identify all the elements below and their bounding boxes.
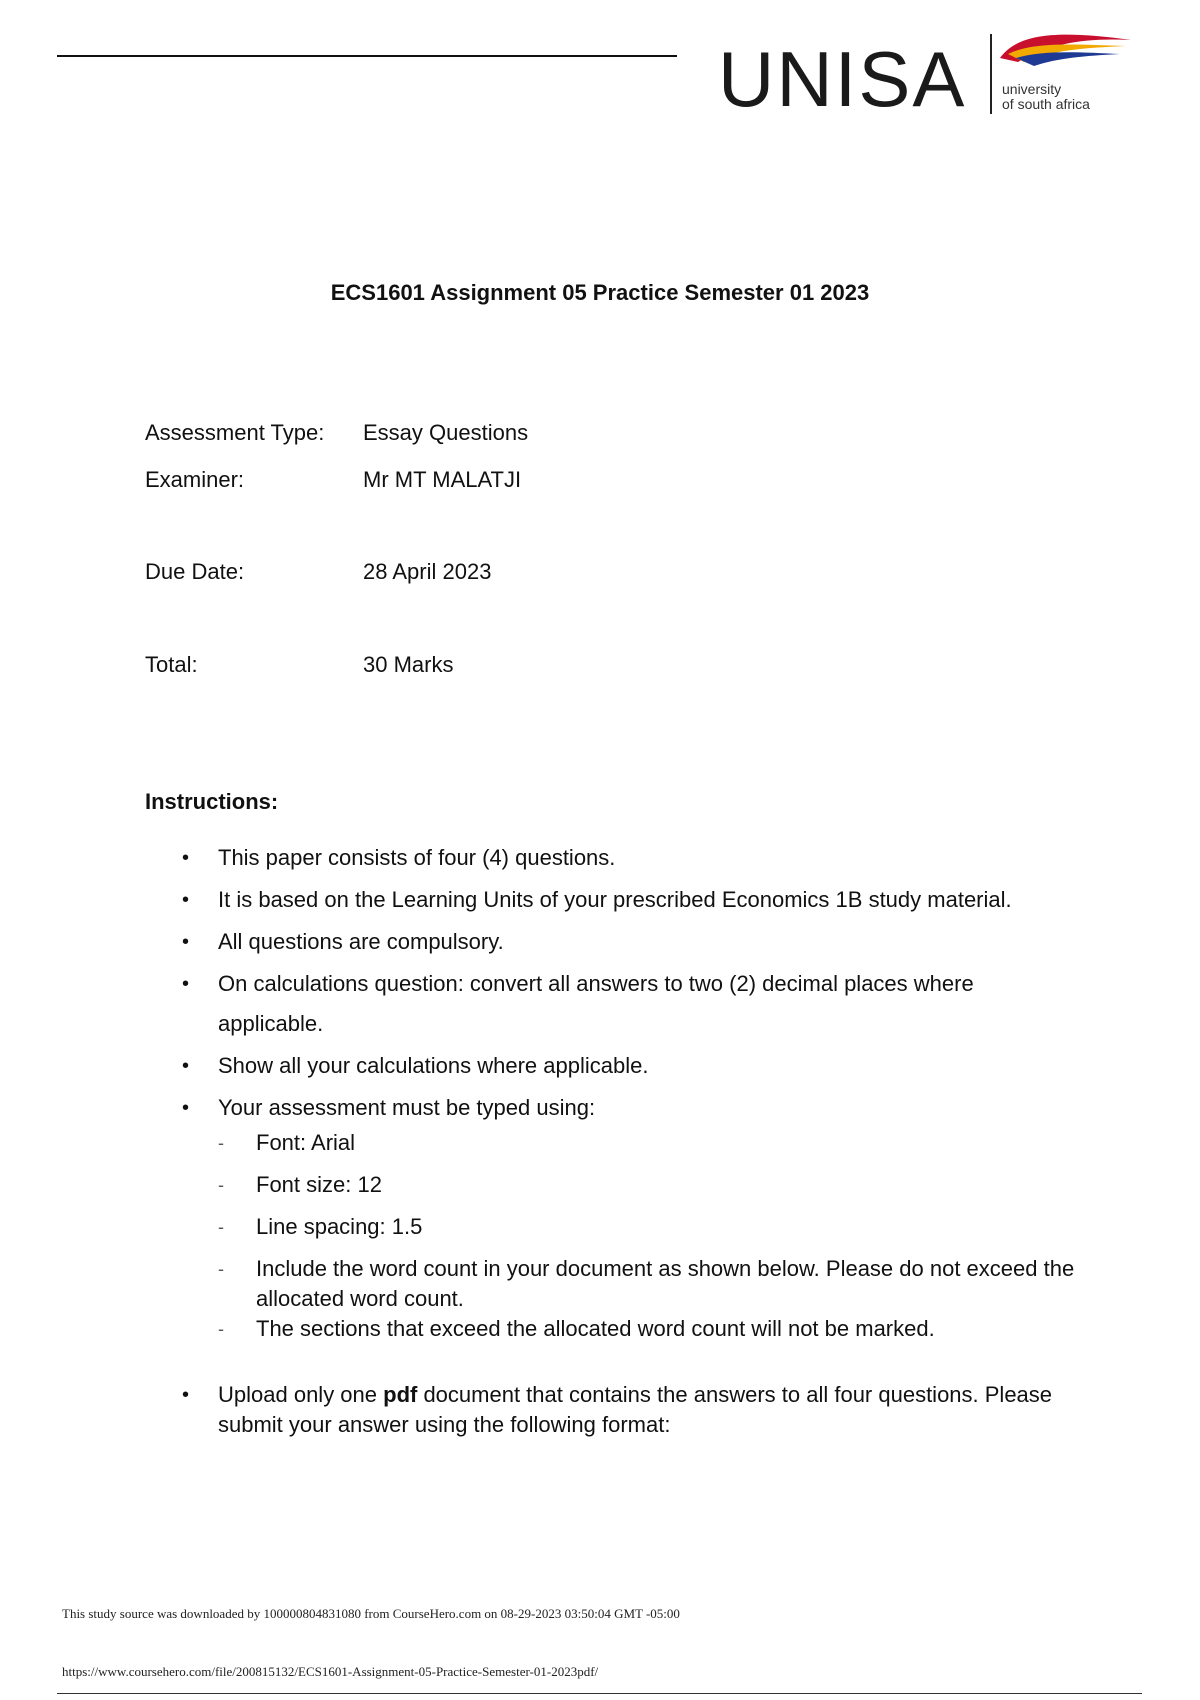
- logo-tagline-line2: of south africa: [1002, 96, 1090, 112]
- due-date-value: 28 April 2023: [363, 559, 492, 584]
- instruction-item-typing: [178, 1088, 1078, 1344]
- instruction-item: • On calculations question: convert all answers to two (2) decimal places where applicable.: [178, 964, 1078, 1044]
- source-url: https://www.coursehero.com/file/200815132/ECS1601-Assignment-05-Practice-Semester-01-2023pdf/: [62, 1664, 599, 1679]
- upload-text-after: document that contains the answers to all four questions. Please submit your answer using the following format:: [218, 1382, 1053, 1437]
- logo-tagline-line1: university: [1002, 81, 1062, 97]
- instructions-heading: Instructions:: [145, 789, 279, 814]
- unisa-logo: [718, 28, 1133, 124]
- header-rule: [57, 55, 677, 57]
- logo-swoosh-icon: [998, 28, 1133, 73]
- logo-divider: [990, 34, 992, 114]
- total-value: 30 Marks: [363, 652, 454, 677]
- instruction-item: • All questions are compulsory.: [178, 922, 1078, 962]
- typing-requirements-list: [218, 1128, 1078, 1344]
- typing-requirement: - Font size: 12: [218, 1170, 1078, 1200]
- instruction-item: • It is based on the Learning Units of your prescribed Economics 1B study material.: [178, 880, 1078, 920]
- download-note: This study source was downloaded by 100000804831080 from CourseHero.com on 08-29-2023 03:50:04 GMT -05:00: [62, 1606, 680, 1621]
- instruction-item: • Show all your calculations where applicable.: [178, 1046, 1078, 1086]
- typing-requirement: - Line spacing: 1.5: [218, 1212, 1078, 1242]
- typing-requirement: - The sections that exceed the allocated word count will not be marked.: [218, 1314, 1078, 1344]
- examiner-label: Examiner:: [145, 467, 245, 492]
- assessment-type-label: Assessment Type:: [145, 420, 325, 445]
- upload-text-bold: pdf: [383, 1382, 418, 1407]
- logo-tagline: [1002, 82, 1090, 112]
- upload-text-before: Upload only one: [218, 1382, 384, 1407]
- instruction-item-upload: [178, 1380, 1078, 1440]
- instructions-list: [178, 838, 1078, 1442]
- typing-intro: Your assessment must be typed using:: [218, 1095, 596, 1120]
- document-title: ECS1601 Assignment 05 Practice Semester 01 2023: [330, 280, 870, 305]
- list-spacer: [178, 1346, 1078, 1380]
- footer-rule: [57, 1693, 1142, 1694]
- examiner-value: Mr MT MALATJI: [363, 467, 522, 492]
- assessment-type-value: Essay Questions: [363, 420, 529, 445]
- total-label: Total:: [145, 652, 198, 677]
- instruction-item: • This paper consists of four (4) questions.: [178, 838, 1078, 878]
- typing-requirement: - Font: Arial: [218, 1128, 1078, 1158]
- typing-requirement: - Include the word count in your document as shown below. Please do not exceed the allocated word count.: [218, 1254, 1078, 1314]
- due-date-label: Due Date:: [145, 559, 245, 584]
- logo-wordmark: UNISA: [718, 35, 967, 123]
